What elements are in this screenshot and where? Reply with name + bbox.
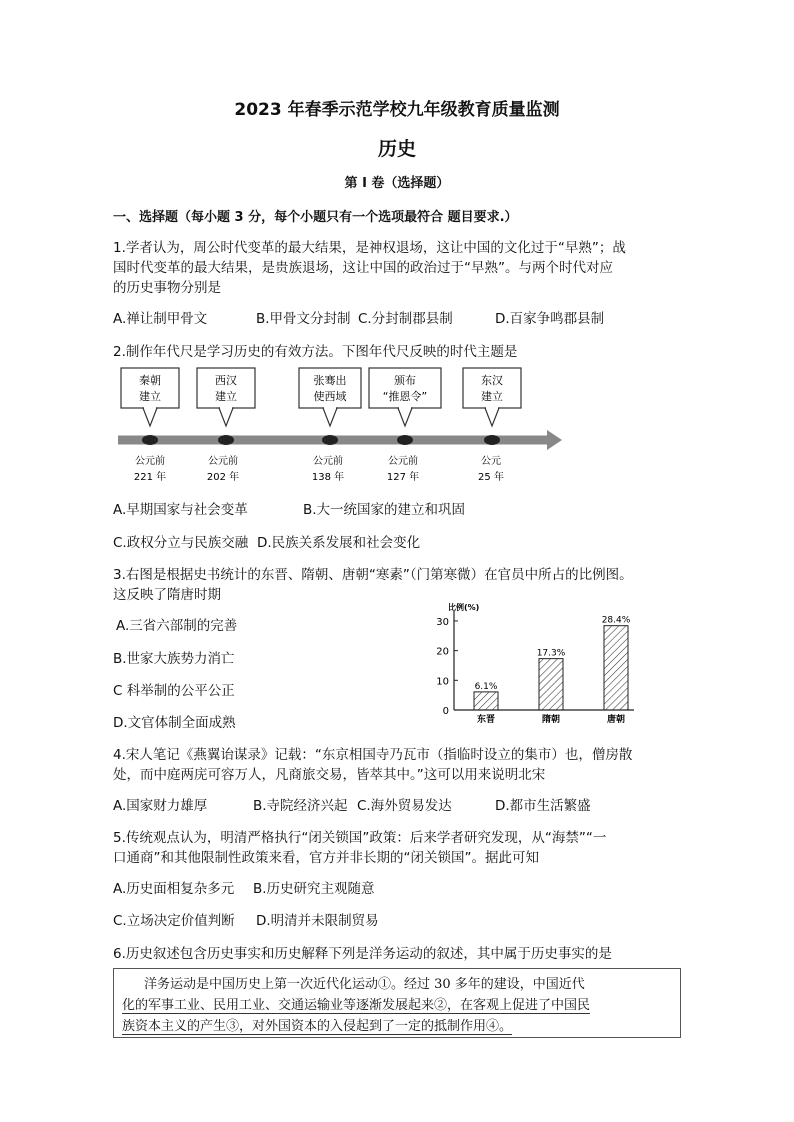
svg-text:建立: 建立 [215, 390, 237, 403]
svg-text:秦朝: 秦朝 [139, 374, 161, 387]
y-axis-label: 比例(%) [448, 603, 480, 612]
timeline-event-qin [121, 368, 179, 483]
timeline-event-eastern-han [463, 368, 521, 483]
q1-line-1: 1.学者认为，周公时代变革的最大结果，是神权退场，这让中国的文化过于“早熟”；战 [113, 240, 626, 256]
q4-line-1: 4.宋人笔记《燕翼诒谋录》记载：“东京相国寺乃瓦市（指临时设立的集市）也，僧房散 [113, 747, 633, 763]
q6-passage-line-1: 洋务运动是中国历史上第一次近代化运动①。经过 30 多年的建设，中国近代 [144, 977, 585, 992]
y-tick-label-10: 10 [436, 676, 449, 688]
x-tick-label-隋朝: 隋朝 [541, 715, 561, 725]
q1-line-3: 的历史事物分别是 [113, 280, 221, 296]
bar-value-label-唐朝: 28.4% [601, 615, 631, 626]
q4-option-b[interactable]: B.寺院经济兴起 [253, 798, 348, 814]
y-tick-label-30: 30 [436, 616, 449, 628]
q4-option-d[interactable]: D.都市生活繁盛 [495, 798, 591, 814]
q4-option-a[interactable]: A.国家财力雄厚 [113, 798, 208, 814]
hansu-ratio-chart [418, 600, 640, 728]
x-tick-label-唐朝: 唐朝 [606, 715, 626, 725]
bar-唐朝 [604, 626, 628, 710]
svg-text:127 年: 127 年 [386, 472, 420, 483]
q1-option-c[interactable]: C.分封制郡县制 [358, 311, 453, 327]
q5-line-1: 5.传统观点认为，明清严格执行“闭关锁国”政策：后来学者研究发现，从“海禁”“一 [113, 830, 607, 846]
svg-text:25 年: 25 年 [478, 472, 504, 483]
q4-option-c[interactable]: C.海外贸易发达 [357, 798, 452, 814]
volume-title: 第 I 卷（选择题） [344, 176, 450, 191]
q6-passage-box [113, 968, 681, 1038]
timeline-event-zhang-qian [299, 368, 361, 483]
q1-option-a[interactable]: A.禅让制甲骨文 [113, 311, 208, 327]
q4-line-2: 处，而中庭两庑可容万人，凡商旅交易，皆萃其中。”这可以用来说明北宋 [113, 767, 546, 783]
q1-option-b[interactable]: B.甲骨文分封制 [256, 311, 351, 327]
y-tick-label-20: 20 [436, 646, 449, 658]
bar-东晋 [474, 692, 498, 710]
svg-text:建立: 建立 [481, 390, 503, 403]
svg-text:“推恩令”: “推恩令” [382, 390, 428, 403]
bar-value-label-东晋: 6.1% [474, 681, 498, 692]
section-heading: 一、选择题（每小题 3 分，每个小题只有一个选项最符合 题目要求.） [113, 210, 518, 225]
svg-text:颁布: 颁布 [394, 374, 416, 387]
q6-stem: 6.历史叙述包含历史事实和历史解释下列是洋务运动的叙述，其中属于历史事实的是 [113, 946, 612, 962]
svg-text:公元: 公元 [481, 456, 501, 467]
svg-text:使西域: 使西域 [313, 390, 347, 403]
y-tick-label-0: 0 [442, 706, 449, 717]
svg-text:公元前: 公元前 [208, 456, 238, 467]
q3-option-c[interactable]: C 科举制的公平公正 [113, 683, 235, 699]
svg-text:221 年: 221 年 [133, 472, 167, 483]
bar-value-label-隋朝: 17.3% [536, 648, 566, 659]
q2-option-c[interactable]: C.政权分立与民族交融 [113, 535, 249, 551]
q3-line-1: 3.右图是根据史书统计的东晋、隋朝、唐朝“寒素”（门第寒微）在官员中所占的比例图。 [113, 567, 633, 583]
svg-text:西汉: 西汉 [215, 374, 237, 387]
exam-title: 2023 年春季示范学校九年级教育质量监测 [234, 100, 560, 120]
svg-text:138 年: 138 年 [311, 472, 345, 483]
svg-text:建立: 建立 [139, 390, 161, 403]
subject-title: 历史 [377, 138, 416, 160]
q3-option-b[interactable]: B.世家大族势力消亡 [113, 651, 235, 667]
q5-option-a[interactable]: A.历史面相复杂多元 [113, 881, 235, 897]
q2-option-d[interactable]: D.民族关系发展和社会变化 [257, 535, 421, 551]
svg-text:公元前: 公元前 [135, 456, 165, 467]
q2-option-b[interactable]: B.大一统国家的建立和巩固 [303, 502, 466, 518]
x-tick-label-东晋: 东晋 [476, 715, 496, 725]
svg-text:张骞出: 张骞出 [313, 374, 347, 387]
svg-text:公元前: 公元前 [313, 456, 343, 467]
svg-text:东汉: 东汉 [481, 374, 503, 387]
q6-passage-line-2: 化的军事工业、民用工业、交通运输业等逐渐发展起来②，在客观上促进了中国民 [122, 994, 590, 1014]
q5-line-2: 口通商”和其他限制性政策来看，官方并非长期的“闭关锁国”。据此可知 [113, 850, 539, 866]
q3-option-a[interactable]: A.三省六部制的完善 [116, 618, 238, 634]
q1-line-2: 国时代变革的最大结果，是贵族退场，这让中国的政治过于“早熟”。与两个时代对应 [113, 260, 613, 276]
q6-passage-line-3: 族资本主义的产生③，对外国资本的入侵起到了一定的抵制作用④。 [122, 1015, 512, 1035]
bar-隋朝 [539, 659, 563, 710]
q3-option-d[interactable]: D.文官体制全面成熟 [113, 715, 236, 731]
q5-option-c[interactable]: C.立场决定价值判断 [113, 913, 235, 929]
q3-line-2: 这反映了隋唐时期 [113, 587, 221, 603]
timeline-event-tuien-ling [369, 368, 441, 483]
q5-option-b[interactable]: B.历史研究主观随意 [253, 881, 375, 897]
svg-text:公元前: 公元前 [388, 456, 418, 467]
timeline-figure [113, 364, 563, 488]
timeline-event-western-han [197, 368, 255, 483]
svg-text:202 年: 202 年 [206, 472, 240, 483]
q5-option-d[interactable]: D.明清并未限制贸易 [256, 913, 379, 929]
q2-stem: 2.制作年代尺是学习历史的有效方法。下图年代尺反映的时代主题是 [113, 344, 518, 360]
q1-option-d[interactable]: D.百家争鸣郡县制 [495, 311, 605, 327]
q2-option-a[interactable]: A.早期国家与社会变革 [113, 502, 248, 518]
